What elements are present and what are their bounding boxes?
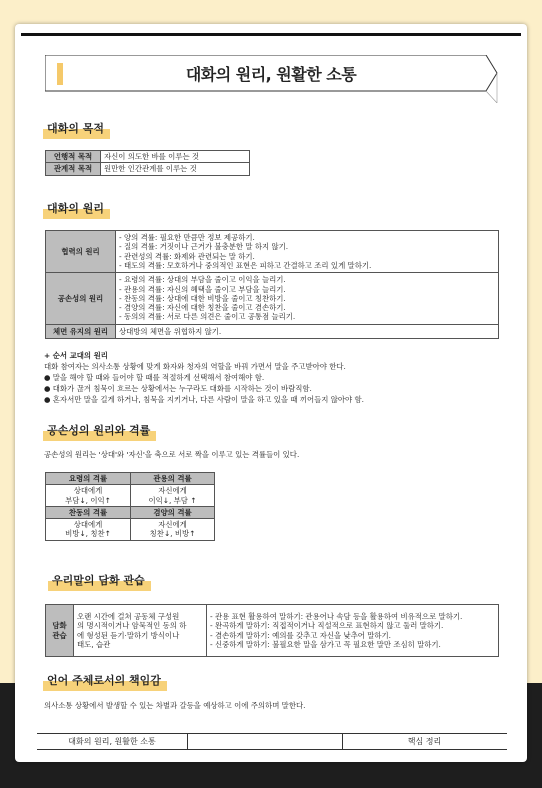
list-item: - 질의 격률: 거짓이나 근거가 불충분한 말 하지 않기. bbox=[119, 242, 289, 252]
footer-divider bbox=[187, 734, 188, 750]
table-row bbox=[46, 473, 215, 485]
list-item: ● 말을 해야 할 때와 들어야 할 때를 적절하게 선택해서 참여해야 함. bbox=[44, 373, 265, 382]
table-row bbox=[46, 163, 250, 175]
section-heading-purpose: 대화의 목적 bbox=[43, 118, 110, 139]
list-item: - 관용의 격률: 자신의 혜택을 줄이고 부담을 늘리기. bbox=[119, 284, 286, 294]
table-label-cell: 공손성의 원리 bbox=[46, 273, 116, 325]
purpose-table bbox=[45, 150, 250, 176]
footer-left-label: 대화의 원리, 원활한 소통 bbox=[68, 737, 156, 746]
list-item: - 요령의 격률: 상대의 부담을 줄이고 이익을 늘리기. bbox=[119, 275, 286, 285]
top-rule bbox=[21, 33, 521, 36]
table-row bbox=[46, 325, 499, 339]
table-row bbox=[46, 485, 215, 507]
footer-right-label: 핵심 정리 bbox=[407, 737, 442, 746]
table-cell: 상대방의 체면을 위협하지 않기. bbox=[116, 325, 499, 339]
table-label-cell: 체면 유지의 원리 bbox=[46, 325, 116, 339]
table-row bbox=[46, 273, 499, 325]
list-item: - 겸양의 격률: 자신에 대한 칭찬을 줄이고 겸손하기. bbox=[119, 303, 286, 313]
table-cell bbox=[116, 273, 499, 325]
table-row bbox=[46, 605, 499, 657]
responsibility-text: 의사소통 상황에서 발생할 수 있는 차별과 갈등을 예상하고 이에 주의하며 말한다. bbox=[44, 701, 306, 710]
principles-table bbox=[45, 230, 499, 339]
list-item: - 관용 표현 활용하여 말하기: 관용어나 속담 등을 활용하여 비유적으로 말하기. bbox=[210, 612, 463, 621]
section-heading-habits: 우리말의 담화 관습 bbox=[48, 570, 151, 591]
maxims-table bbox=[45, 472, 215, 541]
section-heading-politeness: 공손성의 원리와 격률 bbox=[43, 420, 156, 441]
table-header-cell: 찬동의 격률 bbox=[46, 506, 131, 518]
list-item: ● 대화가 끊겨 침묵이 흐르는 상황에서는 누구라도 대화를 시작하는 것이 바람직함. bbox=[44, 384, 312, 393]
table-row bbox=[46, 519, 215, 541]
table-cell: 자신이 의도한 바를 이루는 것 bbox=[101, 151, 250, 163]
table-row bbox=[46, 506, 215, 518]
list-item: - 양의 격률: 필요한 만큼만 정보 제공하기. bbox=[119, 233, 255, 242]
table-row bbox=[46, 151, 250, 163]
list-item: - 태도의 격률: 모호하거나 중의적인 표현은 피하고 간결하고 조리 있게 말하기. bbox=[119, 260, 372, 270]
turn-taking-intro: 대화 참여자는 의사소통 상황에 맞게 화자와 청자의 역할을 바꿔 가면서 말을 주고받아야 한다. bbox=[44, 362, 346, 371]
table-cell bbox=[116, 231, 499, 273]
table-header-cell: 요령의 격률 bbox=[46, 473, 131, 485]
table-cell: 자신에게 칭찬↓, 비방↑ bbox=[131, 519, 215, 541]
document-sheet bbox=[15, 24, 527, 762]
table-cell: 상대에게 비방↓, 칭찬↑ bbox=[46, 519, 131, 541]
politeness-intro: 공손성의 원리는 '상대'와 '자신'을 축으로 서로 짝을 이루고 있는 격률들이 있다. bbox=[44, 450, 300, 459]
table-header-cell: 관용의 격률 bbox=[131, 473, 215, 485]
page-footer bbox=[37, 733, 507, 750]
list-item: - 동의의 격률: 서로 다른 의견은 줄이고 공통점 늘리기. bbox=[119, 312, 296, 322]
table-cell: 오랜 시간에 걸쳐 공동체 구성원 의 명시적이거나 암묵적인 동의 하 에 형성된 듣기·말하기 방식이나 태도, 습관 bbox=[74, 605, 207, 657]
title-ribbon bbox=[45, 55, 497, 91]
list-item: ● 혼자서만 말을 길게 하거나, 침묵을 지키거나, 다른 사람이 말을 하고 있을 때 끼어들지 않아야 함. bbox=[44, 395, 365, 404]
list-item: - 완곡하게 말하기: 직접적이거나 직설적으로 표현하지 않고 둘러 말하기. bbox=[210, 621, 444, 631]
table-header-cell: 겸양의 격률 bbox=[131, 506, 215, 518]
table-label-cell: 언행적 목적 bbox=[46, 151, 101, 163]
table-cell: 자신에게 이익↓, 부담 ↑ bbox=[131, 485, 215, 507]
table-row bbox=[46, 231, 499, 273]
habits-table bbox=[45, 604, 499, 657]
table-cell bbox=[207, 605, 499, 657]
table-cell: 상대에게 부담↓, 이익↑ bbox=[46, 485, 131, 507]
table-label-cell: 담화 관습 bbox=[46, 605, 74, 657]
list-item: - 관련성의 격률: 화제와 관련되는 말 하기. bbox=[119, 251, 255, 261]
turn-taking-heading: + 순서 교대의 원리 bbox=[44, 351, 108, 360]
section-heading-responsibility: 언어 주체로서의 책임감 bbox=[43, 670, 167, 691]
list-item: - 겸손하게 말하기: 예의를 갖추고 자신을 낮추어 말하기. bbox=[210, 630, 392, 640]
table-cell: 원만한 인간관계를 이루는 것 bbox=[101, 163, 250, 175]
list-item: - 찬동의 격률: 상대에 대한 비방을 줄이고 칭찬하기. bbox=[119, 293, 286, 303]
table-label-cell: 협력의 원리 bbox=[46, 231, 116, 273]
section-heading-principles: 대화의 원리 bbox=[43, 198, 110, 219]
list-item: - 신중하게 말하기: 불필요한 말을 삼가고 꼭 필요한 말만 조심히 말하기. bbox=[210, 639, 441, 649]
table-label-cell: 관계적 목적 bbox=[46, 163, 101, 175]
page-title: 대화의 원리, 원활한 소통 bbox=[185, 65, 357, 84]
